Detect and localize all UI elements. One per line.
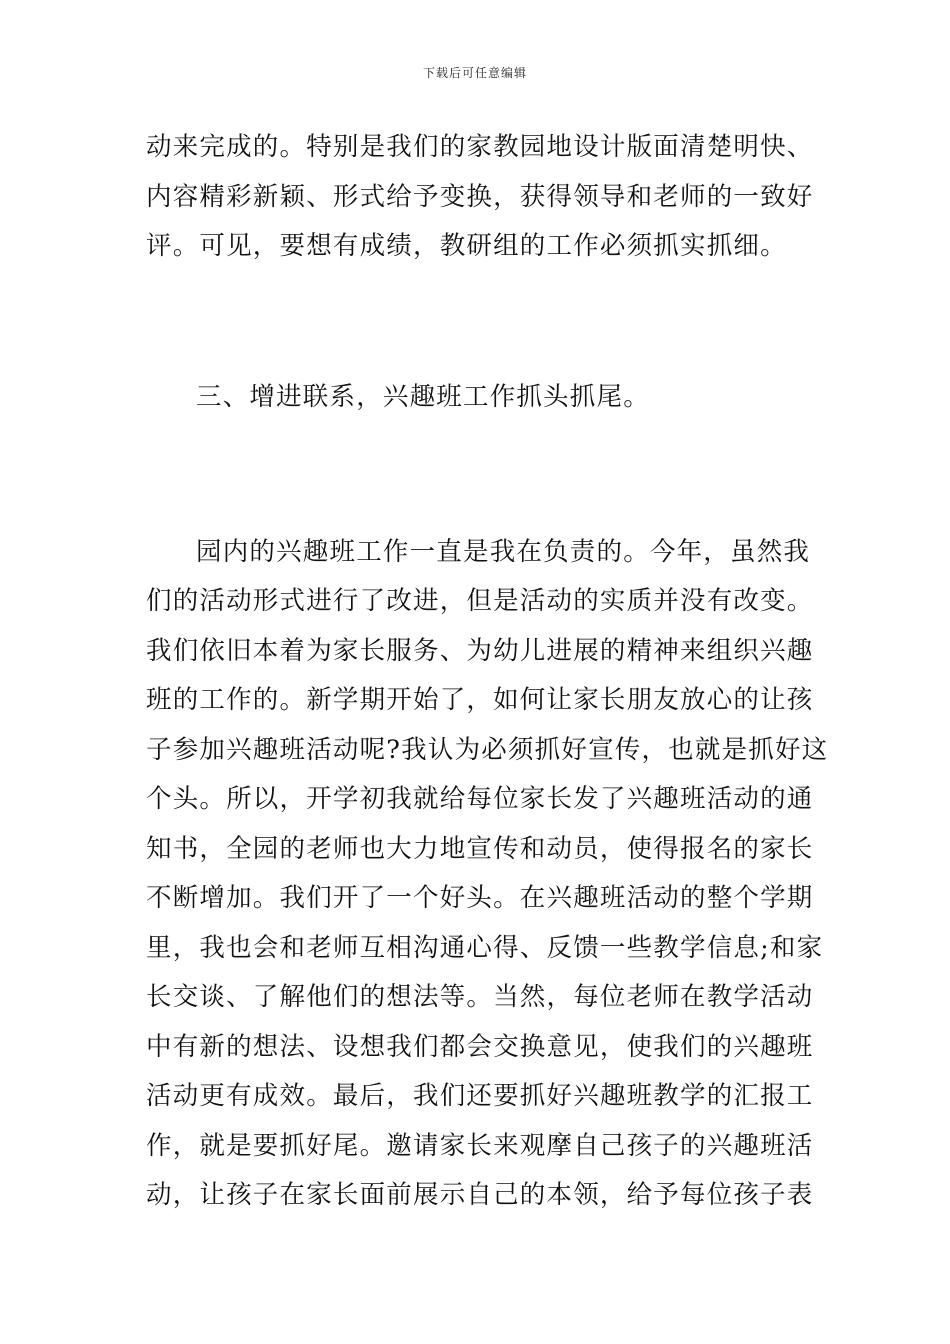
paragraph-line: 不断增加。我们开了一个好头。在兴趣班活动的整个学期 xyxy=(146,883,814,913)
header-note: 下载后可任意编辑 xyxy=(422,66,527,80)
section-heading: 三、增进联系，兴趣班工作抓头抓尾。 xyxy=(196,382,650,412)
paragraph-line: 活动更有成效。最后，我们还要抓好兴趣班教学的汇报工 xyxy=(146,1081,814,1111)
paragraph-line: 知书，全园的老师也大力地宣传和动员，使得报名的家长 xyxy=(146,834,814,864)
paragraph-line: 内容精彩新颖、形式给予变换，获得领导和老师的一致好 xyxy=(146,182,814,212)
paragraph-line: 园内的兴趣班工作一直是我在负责的。今年，虽然我 xyxy=(196,537,811,567)
paragraph-line: 我们依旧本着为家长服务、为幼儿进展的精神来组织兴趣 xyxy=(146,636,814,666)
paragraph-line: 评。可见，要想有成绩，教研组的工作必须抓实抓细。 xyxy=(146,231,787,261)
paragraph-line: 作，就是要抓好尾。邀请家长来观摩自己孩子的兴趣班活 xyxy=(146,1131,814,1161)
paragraph-line: 中有新的想法、设想我们都会交换意见，使我们的兴趣班 xyxy=(146,1032,814,1062)
paragraph-line: 们的活动形式进行了改进，但是活动的实质并没有改变。 xyxy=(146,586,814,616)
paragraph-line: 长交谈、了解他们的想法等。当然，每位老师在教学活动 xyxy=(146,982,814,1012)
paragraph-line: 动，让孩子在家长面前展示自己的本领，给予每位孩子表 xyxy=(146,1180,814,1210)
paragraph-line: 班的工作的。新学期开始了，如何让家长朋友放心的让孩 xyxy=(146,685,814,715)
paragraph-line: 个头。所以，开学初我就给每位家长发了兴趣班活动的通 xyxy=(146,784,814,814)
paragraph-line: 子参加兴趣班活动呢?我认为必须抓好宣传，也就是抓好这 xyxy=(146,735,829,765)
paragraph-line: 动来完成的。特别是我们的家教园地设计版面清楚明快、 xyxy=(146,132,814,162)
paragraph-line: 里，我也会和老师互相沟通心得、反馈一些教学信息;和家 xyxy=(146,933,824,963)
